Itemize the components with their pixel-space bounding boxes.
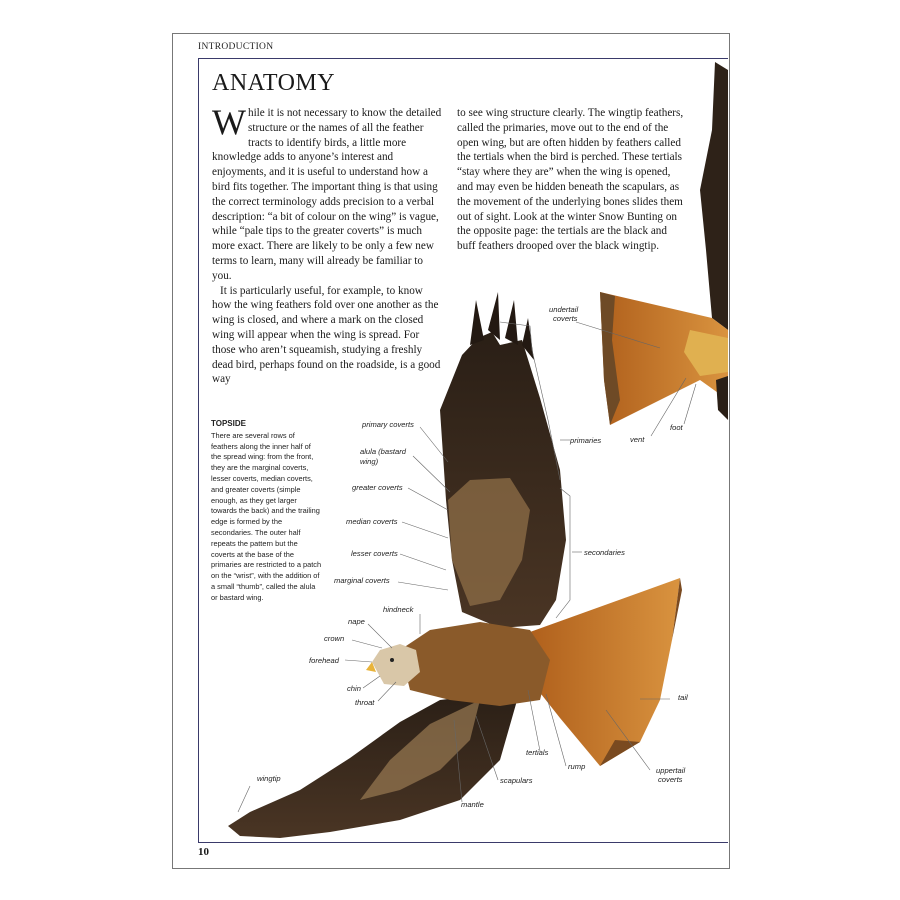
label-secondaries: secondaries — [584, 548, 625, 557]
label-forehead: forehead — [309, 656, 339, 665]
label-lesser-coverts: lesser coverts — [351, 549, 398, 558]
label-chin: chin — [347, 684, 361, 693]
label-primary-coverts: primary coverts — [362, 420, 414, 429]
label-mantle: mantle — [461, 800, 484, 809]
drop-cap: W — [212, 102, 246, 142]
label-tail: tail — [678, 693, 688, 702]
label-uppertail-coverts-1: uppertail — [656, 766, 686, 775]
kite-body — [400, 622, 550, 706]
kite-tail — [530, 578, 680, 766]
paragraph-1-text: hile it is not necessary to know the detailed structure or the names of all the feather tracts to identify birds, a little more knowledge adds to anyone’s interest and enjoyments, and it is useful to understand how a bird fits together. The important thing is that using the correct terminology adds precision to a verbal description: “a bit of colour on the wing” is vague, while “pale tips to the greater coverts” is much more exact. There are likely to be only a few new terms to learn, many will already be familiar to you. — [212, 107, 442, 282]
label-marginal-coverts: marginal coverts — [334, 576, 390, 585]
page-number: 10 — [198, 846, 209, 858]
label-tertials: tertials — [526, 748, 549, 757]
paragraph-3: to see wing structure clearly. The wingtip feathers, called the primaries, move out to the end of the open wing, but are often hidden by feathers called the tertials when the bird is perched. These tertials “stay where they are” when the wing is opened, and may even be hidden beneath the scapulars, as the movement of the underlying bones slides them out of sight. Look at the winter Snow Bunting on the opposite page: the tertials are the black and buff feathers drooped over the black wingtip. — [457, 107, 684, 253]
label-undertail-coverts-2: coverts — [553, 314, 578, 323]
label-vent: vent — [630, 435, 645, 444]
topside-text: There are several rows of feathers along the inner half of the spread wing: from the front, they are the marginal coverts, lesser coverts, median coverts, and greater coverts (simple enough, as they get larger towards the back) and the trailing edge is formed by the secondaries. The outer half repeats the pattern but the coverts at the base of the primaries are restricted to a patch on the “wrist”, with the addition of a small “thumb”, called the alula or bastard wing. — [211, 430, 322, 602]
paragraph-2: It is particularly useful, for example, to know how the wing feathers fold over one another as the wing is closed, and where a mark on the closed wing will appear when the wing is spread. For those who aren’t squeamish, studying a freshly dead bird, perhaps found on the roadside, is a good way — [212, 284, 441, 386]
label-scapulars: scapulars — [500, 776, 533, 785]
label-uppertail-coverts-2: coverts — [658, 775, 683, 784]
kite-underside-partial — [600, 62, 728, 425]
section-label: INTRODUCTION — [198, 42, 274, 52]
label-hindneck: hindneck — [383, 605, 414, 614]
label-rump: rump — [568, 762, 586, 771]
label-crown: crown — [324, 634, 345, 643]
label-greater-coverts: greater coverts — [352, 483, 403, 492]
page-title: ANATOMY — [212, 70, 336, 96]
label-median-coverts: median coverts — [346, 517, 398, 526]
label-alula-2: wing) — [360, 457, 379, 466]
topside-heading: TOPSIDE — [211, 419, 246, 428]
label-foot: foot — [670, 423, 683, 432]
label-primaries: primaries — [570, 436, 602, 445]
label-undertail-coverts-1: undertail — [549, 305, 579, 314]
label-alula-1: alula (bastard — [360, 447, 407, 456]
label-wingtip: wingtip — [257, 774, 281, 783]
label-nape: nape — [348, 617, 365, 626]
label-throat: throat — [355, 698, 375, 707]
